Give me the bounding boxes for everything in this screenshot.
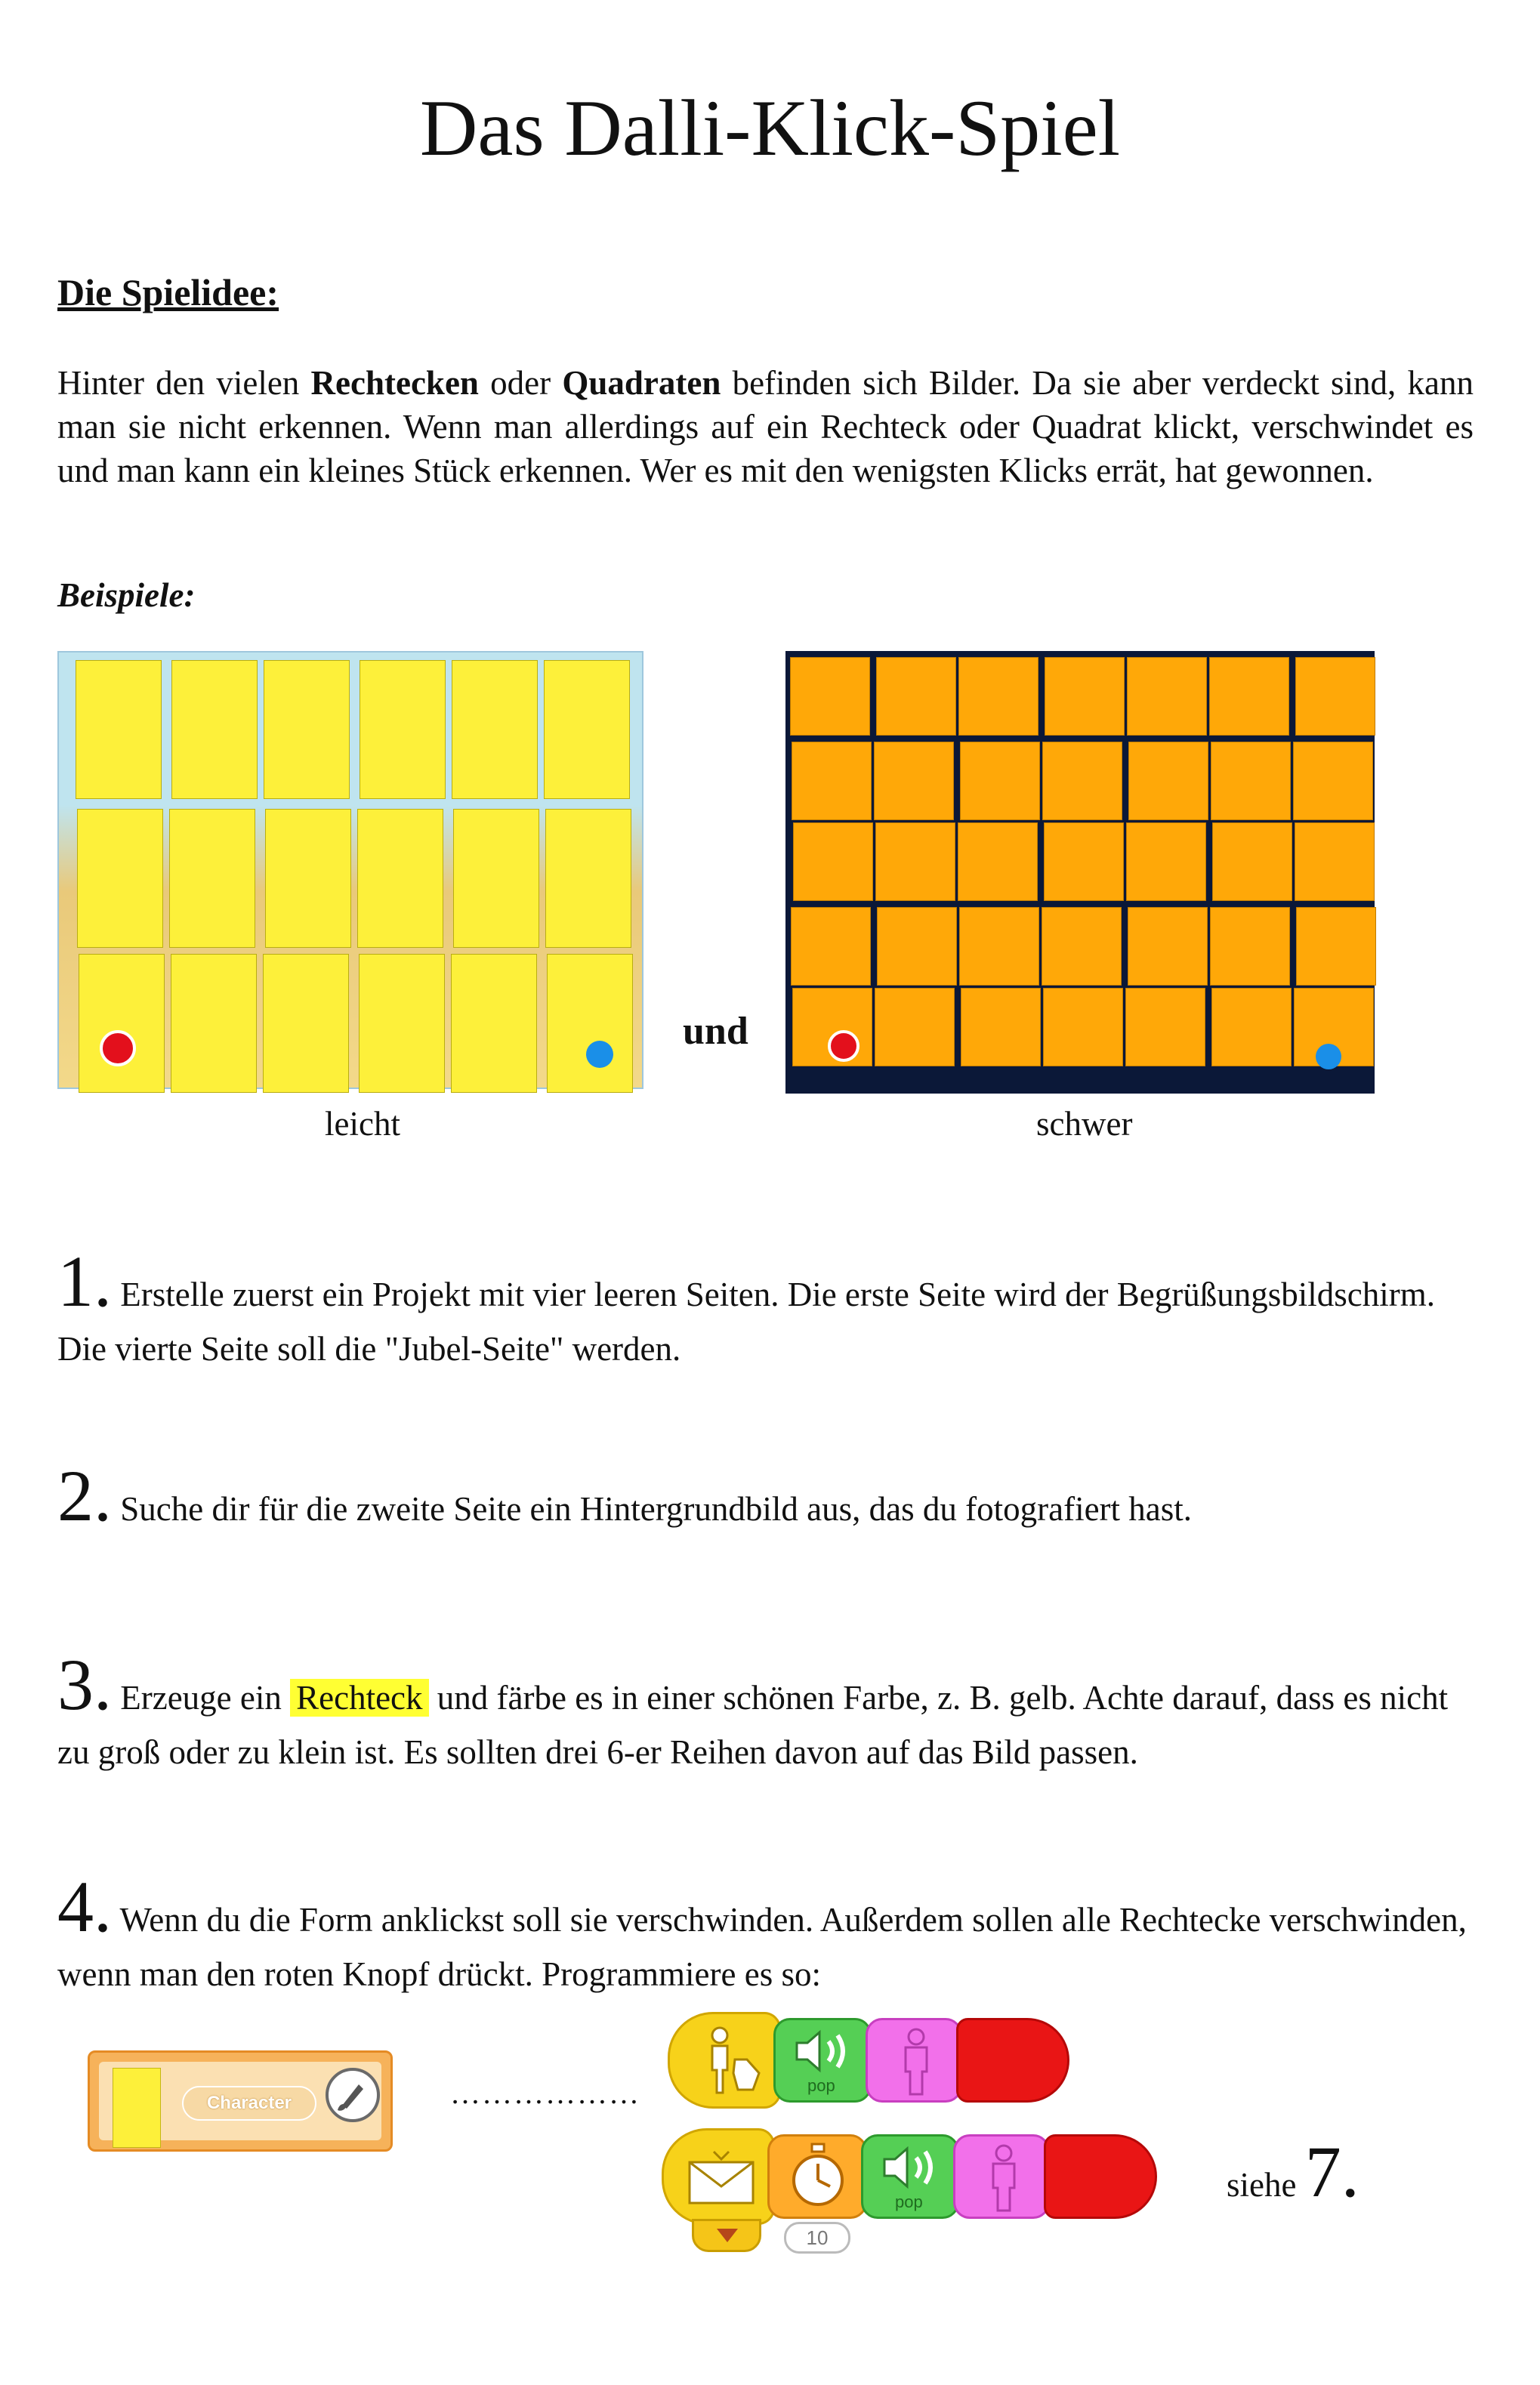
step-text: Suche dir für die zweite Seite ein Hintergrundbild aus, das du fotografiert hast. xyxy=(120,1490,1193,1528)
cover-tile[interactable] xyxy=(1211,988,1292,1066)
cover-tile[interactable] xyxy=(171,660,258,799)
see-also-number: 7. xyxy=(1304,2131,1359,2212)
step-text: und färbe es in einer schönen Farbe, z. B. gelb. Achte darauf, dass es nicht zu groß oder zu klein ist. Es sollten drei 6-er Reihen davon auf das Bild passen. xyxy=(57,1679,1449,1771)
easy-caption: leicht xyxy=(325,1105,400,1143)
step-number: 3. xyxy=(57,1644,112,1725)
blue-button-dot xyxy=(586,1041,613,1068)
hide-block[interactable] xyxy=(953,2134,1050,2219)
hard-caption: schwer xyxy=(1036,1105,1133,1143)
page-title: Das Dalli-Klick-Spiel xyxy=(419,84,1121,172)
cover-tile[interactable] xyxy=(76,660,162,799)
character-label: Character xyxy=(182,2086,316,2121)
cover-tile[interactable] xyxy=(1210,907,1290,986)
message-trigger-block[interactable] xyxy=(662,2128,775,2225)
cover-tile[interactable] xyxy=(547,954,633,1093)
easy-example-picture xyxy=(57,651,643,1089)
cover-tile[interactable] xyxy=(357,809,443,948)
step-3 xyxy=(57,1644,1485,1779)
message-dropdown[interactable] xyxy=(692,2219,761,2252)
step-text: Wenn du die Form anklickst soll sie verschwinden. Außerdem sollen alle Rechtecke verschwinden, wenn man den roten Knopf drückt. Programmiere es so: xyxy=(57,1901,1467,1993)
cover-tile[interactable] xyxy=(1212,822,1292,901)
step-text: Erzeuge ein xyxy=(120,1679,291,1717)
cover-tile[interactable] xyxy=(1127,657,1207,736)
cover-tile[interactable] xyxy=(453,809,539,948)
cover-tile[interactable] xyxy=(79,954,165,1093)
cover-tile[interactable] xyxy=(451,954,537,1093)
sound-block[interactable] xyxy=(861,2134,959,2219)
idea-paragraph: Hinter den vielen Rechtecken oder Quadraten befinden sich Bilder. Da sie aber verdeckt sind, kann man sie nicht erkennen. Wenn man allerdings auf ein Rechteck oder Quadrat klickt, verschwindet es und man kann ein kleines Stück erkennen. Wer es mit den wenigsten Klicks errät, hat gewonnen. xyxy=(57,364,1474,489)
cover-tile[interactable] xyxy=(452,660,538,799)
connector-word: und xyxy=(683,1010,748,1053)
sound-icon xyxy=(878,2141,946,2194)
cover-tile[interactable] xyxy=(1125,988,1205,1066)
cover-tile[interactable] xyxy=(960,742,1040,820)
see-also-text: siehe xyxy=(1227,2166,1297,2204)
chevron-down-icon xyxy=(712,2224,742,2247)
script-row-1 xyxy=(668,2012,1091,2110)
examples-heading: Beispiele: xyxy=(57,576,196,614)
cover-tile[interactable] xyxy=(875,988,955,1066)
cover-tile[interactable] xyxy=(359,954,445,1093)
script-row-2 xyxy=(662,2128,1190,2257)
cover-tile[interactable] xyxy=(876,657,956,736)
cover-tile[interactable] xyxy=(1044,822,1124,901)
cover-tile[interactable] xyxy=(1128,742,1208,820)
stopwatch-icon xyxy=(786,2143,850,2211)
step-text: Erstelle zuerst ein Projekt mit vier leeren Seiten. Die erste Seite wird der Begrüßungsbildschirm. Die vierte Seite soll die "Jubel-Seite" werden. xyxy=(57,1276,1436,1368)
hide-character-icon xyxy=(981,2143,1026,2215)
cover-tile[interactable] xyxy=(77,809,163,948)
cover-tile[interactable] xyxy=(1042,907,1122,986)
cover-tile[interactable] xyxy=(959,907,1039,986)
cover-tile[interactable] xyxy=(790,657,870,736)
dotted-line: ……………… xyxy=(450,2076,640,2110)
cover-tile[interactable] xyxy=(264,660,350,799)
sound-icon xyxy=(791,2025,859,2078)
cover-tile[interactable] xyxy=(1296,907,1376,986)
cover-tile[interactable] xyxy=(1043,988,1123,1066)
highlighted-word: Rechteck xyxy=(290,1679,428,1717)
cover-tile[interactable] xyxy=(1126,822,1206,901)
cover-tile[interactable] xyxy=(1293,742,1373,820)
end-block-icon[interactable] xyxy=(956,2018,1069,2103)
cover-tile[interactable] xyxy=(1042,742,1122,820)
tap-trigger-icon xyxy=(691,2020,774,2103)
end-block-icon[interactable] xyxy=(1044,2134,1157,2219)
character-card[interactable] xyxy=(88,2050,393,2152)
cover-tile[interactable] xyxy=(875,822,955,901)
step-4 xyxy=(57,1866,1485,2001)
cover-tile[interactable] xyxy=(265,809,351,948)
blue-button-dot xyxy=(1316,1044,1341,1069)
idea-heading: Die Spielidee: xyxy=(57,271,279,313)
cover-tile[interactable] xyxy=(958,657,1038,736)
cover-tile[interactable] xyxy=(958,822,1038,901)
hide-block[interactable] xyxy=(866,2018,962,2103)
red-button-dot xyxy=(100,1030,136,1066)
step-number: 1. xyxy=(57,1241,112,1322)
see-also xyxy=(1227,2130,1359,2214)
cover-tile[interactable] xyxy=(171,954,257,1093)
cover-tile[interactable] xyxy=(1211,742,1291,820)
step-number: 4. xyxy=(57,1866,112,1947)
wait-value[interactable]: 10 xyxy=(784,2222,850,2254)
paintbrush-icon[interactable] xyxy=(326,2068,380,2122)
cover-tile[interactable] xyxy=(1295,822,1375,901)
sound-label: pop xyxy=(895,2192,923,2211)
red-button-dot xyxy=(828,1030,859,1062)
cover-tile[interactable] xyxy=(874,742,954,820)
cover-tile[interactable] xyxy=(961,988,1041,1066)
step-1 xyxy=(57,1241,1485,1376)
cover-tile[interactable] xyxy=(1128,907,1208,986)
hide-character-icon xyxy=(893,2026,939,2099)
cover-tile[interactable] xyxy=(544,660,630,799)
cover-tile[interactable] xyxy=(793,822,873,901)
step-number: 2. xyxy=(57,1455,112,1536)
step-2 xyxy=(57,1455,1485,1536)
cover-tile[interactable] xyxy=(1209,657,1289,736)
cover-tile[interactable] xyxy=(877,907,957,986)
sound-block[interactable] xyxy=(773,2018,872,2103)
hard-example-picture xyxy=(785,651,1375,1094)
cover-tile[interactable] xyxy=(792,742,872,820)
cover-tile[interactable] xyxy=(1045,657,1125,736)
message-trigger-icon xyxy=(684,2149,759,2209)
cover-tile[interactable] xyxy=(545,809,631,948)
sound-label: pop xyxy=(807,2076,835,2095)
tap-trigger-block[interactable] xyxy=(668,2012,781,2109)
character-thumbnail xyxy=(113,2068,161,2148)
wait-block[interactable] xyxy=(767,2134,867,2219)
cover-tile[interactable] xyxy=(1295,657,1375,736)
cover-tile[interactable] xyxy=(360,660,446,799)
cover-tile[interactable] xyxy=(791,907,871,986)
cover-tile[interactable] xyxy=(263,954,349,1093)
cover-tile[interactable] xyxy=(169,809,255,948)
